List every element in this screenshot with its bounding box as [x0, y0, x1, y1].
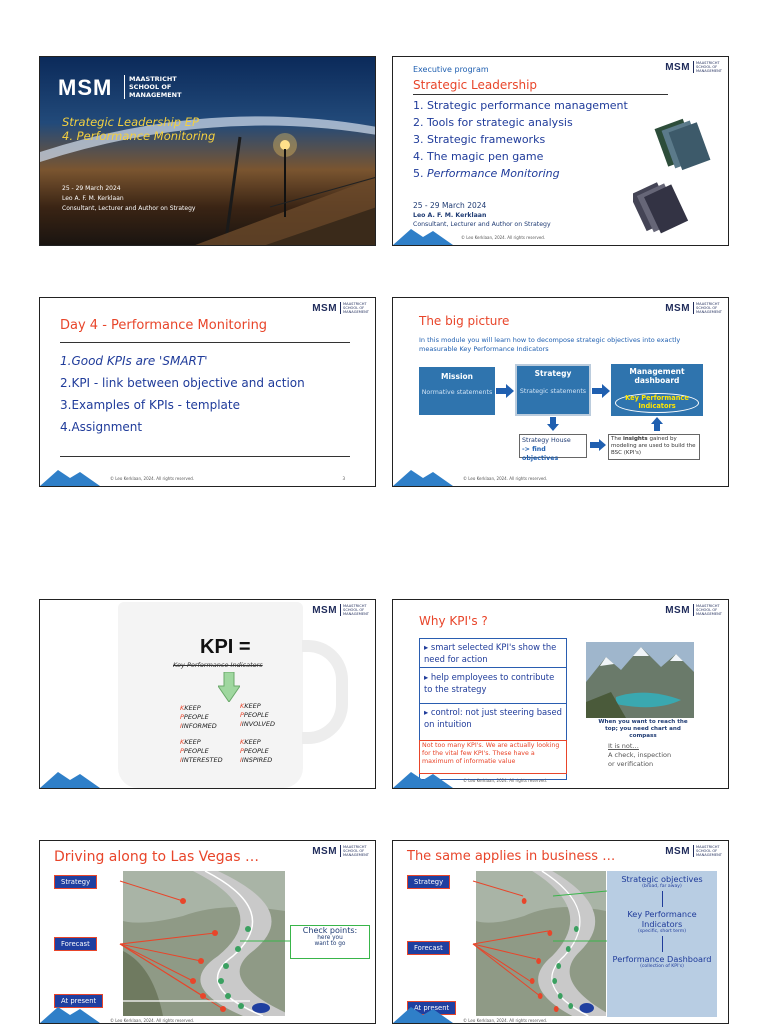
copyright: © Leo Kerklaan, 2024. All rights reserved.	[463, 778, 548, 783]
mountain-logo-icon	[40, 766, 100, 788]
copyright: © Leo Kerklaan, 2024. All rights reserved.	[461, 235, 546, 240]
module-title: 4. Performance Monitoring	[62, 129, 216, 143]
page-number: 3	[342, 476, 345, 481]
msm-logo: MSM MAASTRICHT SCHOOL OF MANAGEMENT	[312, 604, 369, 616]
list-item: 2.KPI - link between objective and action	[60, 376, 305, 390]
agenda-item: 2. Tools for strategic analysis	[413, 116, 573, 129]
msm-logo: MSM MAASTRICHT SCHOOL OF MANAGEMENT	[312, 845, 369, 857]
presenter-name: Leo A. F. M. Kerklaan	[413, 212, 487, 219]
bullet-item: ▸ control: not just steering based on intuition	[424, 707, 562, 729]
copyright: © Leo Kerklaan, 2024. All rights reserved.	[110, 476, 195, 481]
course-date: 25 - 29 March 2024	[413, 201, 487, 210]
agenda-item: 5. Performance Monitoring	[413, 167, 560, 180]
intro-text: In this module you will learn how to decompose strategic objectives into exactly measurable Key Performance Indicators	[419, 336, 681, 353]
mission-box: Mission Normative statements	[419, 367, 495, 415]
strategy-box: Strategy Strategic statements	[515, 364, 591, 416]
agenda-item: 1. Strategic performance management	[413, 99, 628, 112]
msm-logo: MSM MAASTRICHT SCHOOL OF MANAGEMENT	[665, 845, 722, 857]
copyright: © Leo Kerklaan, 2024. All rights reserved.	[463, 1018, 548, 1023]
arrow-right-icon	[592, 384, 610, 398]
msm-logo: MSM MAASTRICHT SCHOOL OF MANAGEMENT	[665, 61, 722, 73]
kpi-hierarchy-panel: Strategic objectives (broad, far away) Key Performance Indicators (specific, short term) Performance Dashboard (collection of KPI's)	[607, 871, 717, 1017]
presenter-role: Consultant, Lecturer and Author on Strategy	[413, 221, 551, 228]
arrow-down-icon	[547, 417, 559, 431]
slide-title: Day 4 - Performance Monitoring	[60, 318, 268, 333]
strategy-tag: Strategy	[54, 875, 97, 889]
course-title: Strategic Leadership EP	[62, 115, 199, 129]
course-date: 25 - 29 March 2024	[62, 185, 121, 192]
kpi-heading: KPI =	[200, 636, 251, 658]
copyright: © Leo Kerklaan, 2024. All rights reserved.	[110, 1018, 195, 1023]
school-name: MAASTRICHT SCHOOL OF MANAGEMENT	[124, 75, 182, 99]
arrow-up-icon	[651, 417, 663, 431]
keep-phrase: KKEEP PPEOPLE IINFORMED	[180, 704, 217, 730]
slide-title: Driving along to Las Vegas …	[54, 849, 259, 865]
mountain-lake-photo	[586, 642, 694, 718]
photo-caption: When you want to reach the top; you need chart and compass	[598, 719, 688, 739]
bullet-item: ▸ smart selected KPI's show the need for action	[424, 642, 557, 664]
agenda-item: 4. The magic pen game	[413, 150, 544, 163]
keep-phrase: KKEEP PPEOPLE IINSPIRED	[240, 738, 273, 764]
present-tag: At present	[407, 1001, 456, 1015]
msm-logo: MSM	[58, 75, 113, 100]
forecast-tag: Forecast	[407, 941, 450, 955]
presenter-role: Consultant, Lecturer and Author on Strategy	[62, 205, 196, 212]
forecast-tag: Forecast	[54, 937, 97, 951]
bullet-item: ▸ help employees to contribute to the strategy	[424, 672, 555, 694]
slide-title: Strategic Leadership	[413, 78, 538, 92]
is-not-note: It is not… A check, inspection or verification	[608, 742, 672, 768]
keep-phrase: KKEEP PPEOPLE IINVOLVED	[240, 702, 275, 728]
books-illustration	[633, 107, 728, 237]
msm-logo: MSM MAASTRICHT SCHOOL OF MANAGEMENT	[665, 302, 722, 314]
dashboard-box: Management dashboard	[611, 364, 703, 416]
program-label: Executive program	[413, 65, 489, 74]
copyright: © Leo Kerklaan, 2024. All rights reserved.	[463, 476, 548, 481]
arrow-down-icon	[218, 672, 240, 702]
mug-handle	[302, 640, 348, 744]
mountain-logo-icon	[393, 464, 453, 486]
kpi-label: Key Performance Indicators	[625, 394, 689, 410]
slide-8-business[interactable]	[392, 840, 729, 1024]
checkpoints-box: Check points: here you want to go	[290, 925, 370, 959]
msm-logo: MSM MAASTRICHT SCHOOL OF MANAGEMENT	[312, 302, 369, 314]
keep-phrase: KKEEP PPEOPLE IINTERESTED	[180, 738, 223, 764]
slide-4-big-picture[interactable]	[392, 297, 729, 487]
list-item: 3.Examples of KPIs - template	[60, 398, 240, 412]
slide-6-why-kpis[interactable]	[392, 599, 729, 789]
present-tag: At present	[54, 994, 103, 1008]
warning-note: Not too many KPI's. We are actually looking for the vital few KPI's. These have a maximum of informatie value	[419, 740, 567, 774]
msm-logo: MSM MAASTRICHT SCHOOL OF MANAGEMENT	[665, 604, 722, 616]
slide-7-las-vegas[interactable]	[39, 840, 376, 1024]
slide-5-kpi-mug[interactable]	[39, 599, 376, 789]
mountain-logo-icon	[393, 766, 453, 788]
mountain-logo-icon	[393, 223, 453, 245]
agenda-item: 3. Strategic frameworks	[413, 133, 546, 146]
slide-title: The same applies in business …	[407, 849, 616, 864]
kpi-subtitle: Key Performance Indicators	[173, 661, 263, 669]
mountain-logo-icon	[393, 1001, 453, 1023]
slide-2-agenda[interactable]	[392, 56, 729, 246]
list-item: 1.Good KPIs are 'SMART'	[60, 354, 208, 368]
insights-note: The insights gained by modeling are used to build the BSC (KPI's)	[608, 434, 700, 460]
list-item: 4.Assignment	[60, 420, 143, 434]
slide-title: The big picture	[419, 314, 510, 328]
arrow-right-icon	[496, 384, 514, 398]
strategy-house-note: Strategy House -> find objectives	[519, 434, 587, 458]
slide-3-day4[interactable]	[39, 297, 376, 487]
slide-1-title[interactable]	[39, 56, 376, 246]
presenter-name: Leo A. F. M. Kerklaan	[62, 195, 124, 202]
strategy-tag: Strategy	[407, 875, 450, 889]
mountain-logo-icon	[40, 1001, 100, 1023]
mountain-logo-icon	[40, 464, 100, 486]
arrow-right-icon	[590, 439, 606, 451]
slide-title: Why KPI's ?	[419, 614, 488, 628]
